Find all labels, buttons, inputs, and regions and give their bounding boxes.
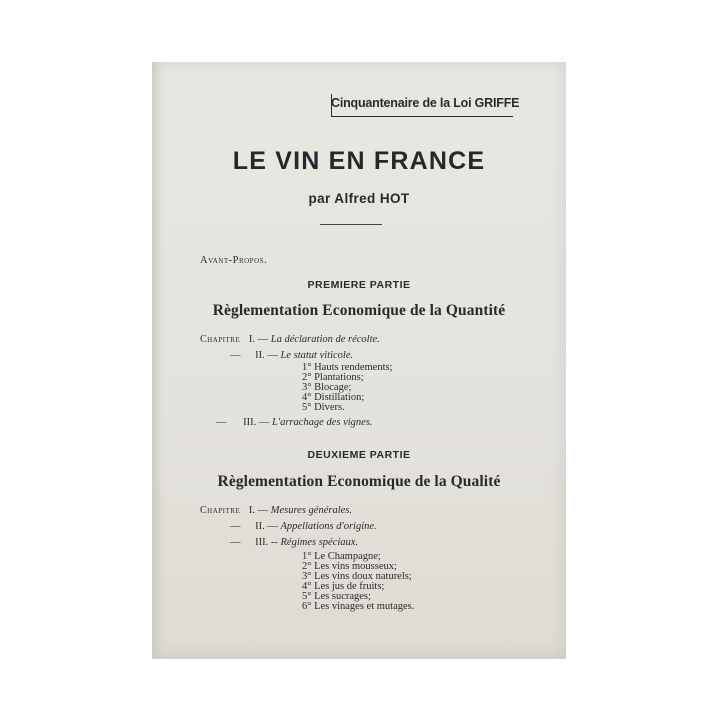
chapter-prefix: — — [230, 350, 241, 361]
header-label-text: Cinquantenaire de la Loi GRIFFE — [331, 96, 520, 110]
avant-propos: Avant-Propos. — [200, 255, 268, 266]
part-heading-1: Règlementation Economique de la Quantité — [212, 302, 506, 319]
chapter-title: Mesures générales. — [270, 505, 352, 516]
chapter-title: La déclaration de récolte. — [270, 334, 380, 345]
chapter-separator: — — [267, 350, 278, 361]
chapter-title: Régimes spéciaux. — [280, 537, 359, 548]
chapter-number: I. — [248, 505, 255, 516]
page-title: LE VIN EN FRANCE — [232, 147, 486, 175]
sub-item: 2° Les vins mousseux; — [302, 561, 397, 572]
sub-item: 3° Blocage; — [302, 382, 352, 393]
chapter-title: Appellations d'origine. — [280, 521, 377, 532]
chapter-prefix: — — [230, 537, 241, 548]
title-divider — [320, 224, 382, 225]
toc-entry — [230, 521, 377, 532]
chapter-title: Le statut viticole. — [280, 350, 354, 361]
chapter-prefix: Chapitre — [200, 334, 241, 345]
sub-item: 5° Divers. — [302, 402, 345, 413]
part-label-1: PREMIERE PARTIE — [307, 279, 411, 291]
sub-item: 6° Les vinages et mutages. — [302, 601, 415, 612]
toc-entry — [216, 417, 373, 428]
chapter-separator: — — [257, 505, 269, 516]
chapter-prefix: — — [216, 417, 227, 428]
part-heading-2: Règlementation Economique de la Qualité — [217, 473, 501, 490]
chapter-separator: — — [257, 334, 269, 345]
chapter-number: I. — [248, 334, 255, 345]
chapter-prefix: — — [230, 521, 241, 532]
sub-item: 1° Le Champagne; — [302, 551, 381, 562]
chapter-separator: -- — [270, 537, 278, 548]
chapter-number: II. — [255, 521, 265, 532]
part-label-2: DEUXIEME PARTIE — [307, 449, 411, 461]
sub-item: 5° Les sucrages; — [302, 591, 371, 602]
toc-entry — [230, 350, 353, 361]
byline: par Alfred HOT — [308, 191, 410, 206]
sub-item: 4° Les jus de fruits; — [302, 581, 385, 592]
chapter-separator: — — [267, 521, 278, 532]
toc-entry — [200, 334, 380, 345]
sub-item: 1° Hauts rendements; — [302, 362, 393, 373]
sub-item: 4° Distillation; — [302, 392, 365, 403]
sub-item: 2° Plantations; — [302, 372, 364, 383]
header-label — [331, 92, 520, 117]
chapter-separator: — — [258, 417, 270, 428]
header-label-left-rule — [331, 94, 332, 116]
chapter-number: III. — [243, 417, 257, 428]
chapter-prefix: Chapitre — [200, 505, 241, 516]
toc-entry — [230, 537, 358, 548]
chapter-number: II. — [255, 350, 265, 361]
sub-item: 3° Les vins doux naturels; — [302, 571, 412, 582]
toc-entry — [200, 505, 352, 516]
chapter-title: L'arrachage des vignes. — [272, 417, 373, 428]
chapter-number: III. — [255, 537, 269, 548]
